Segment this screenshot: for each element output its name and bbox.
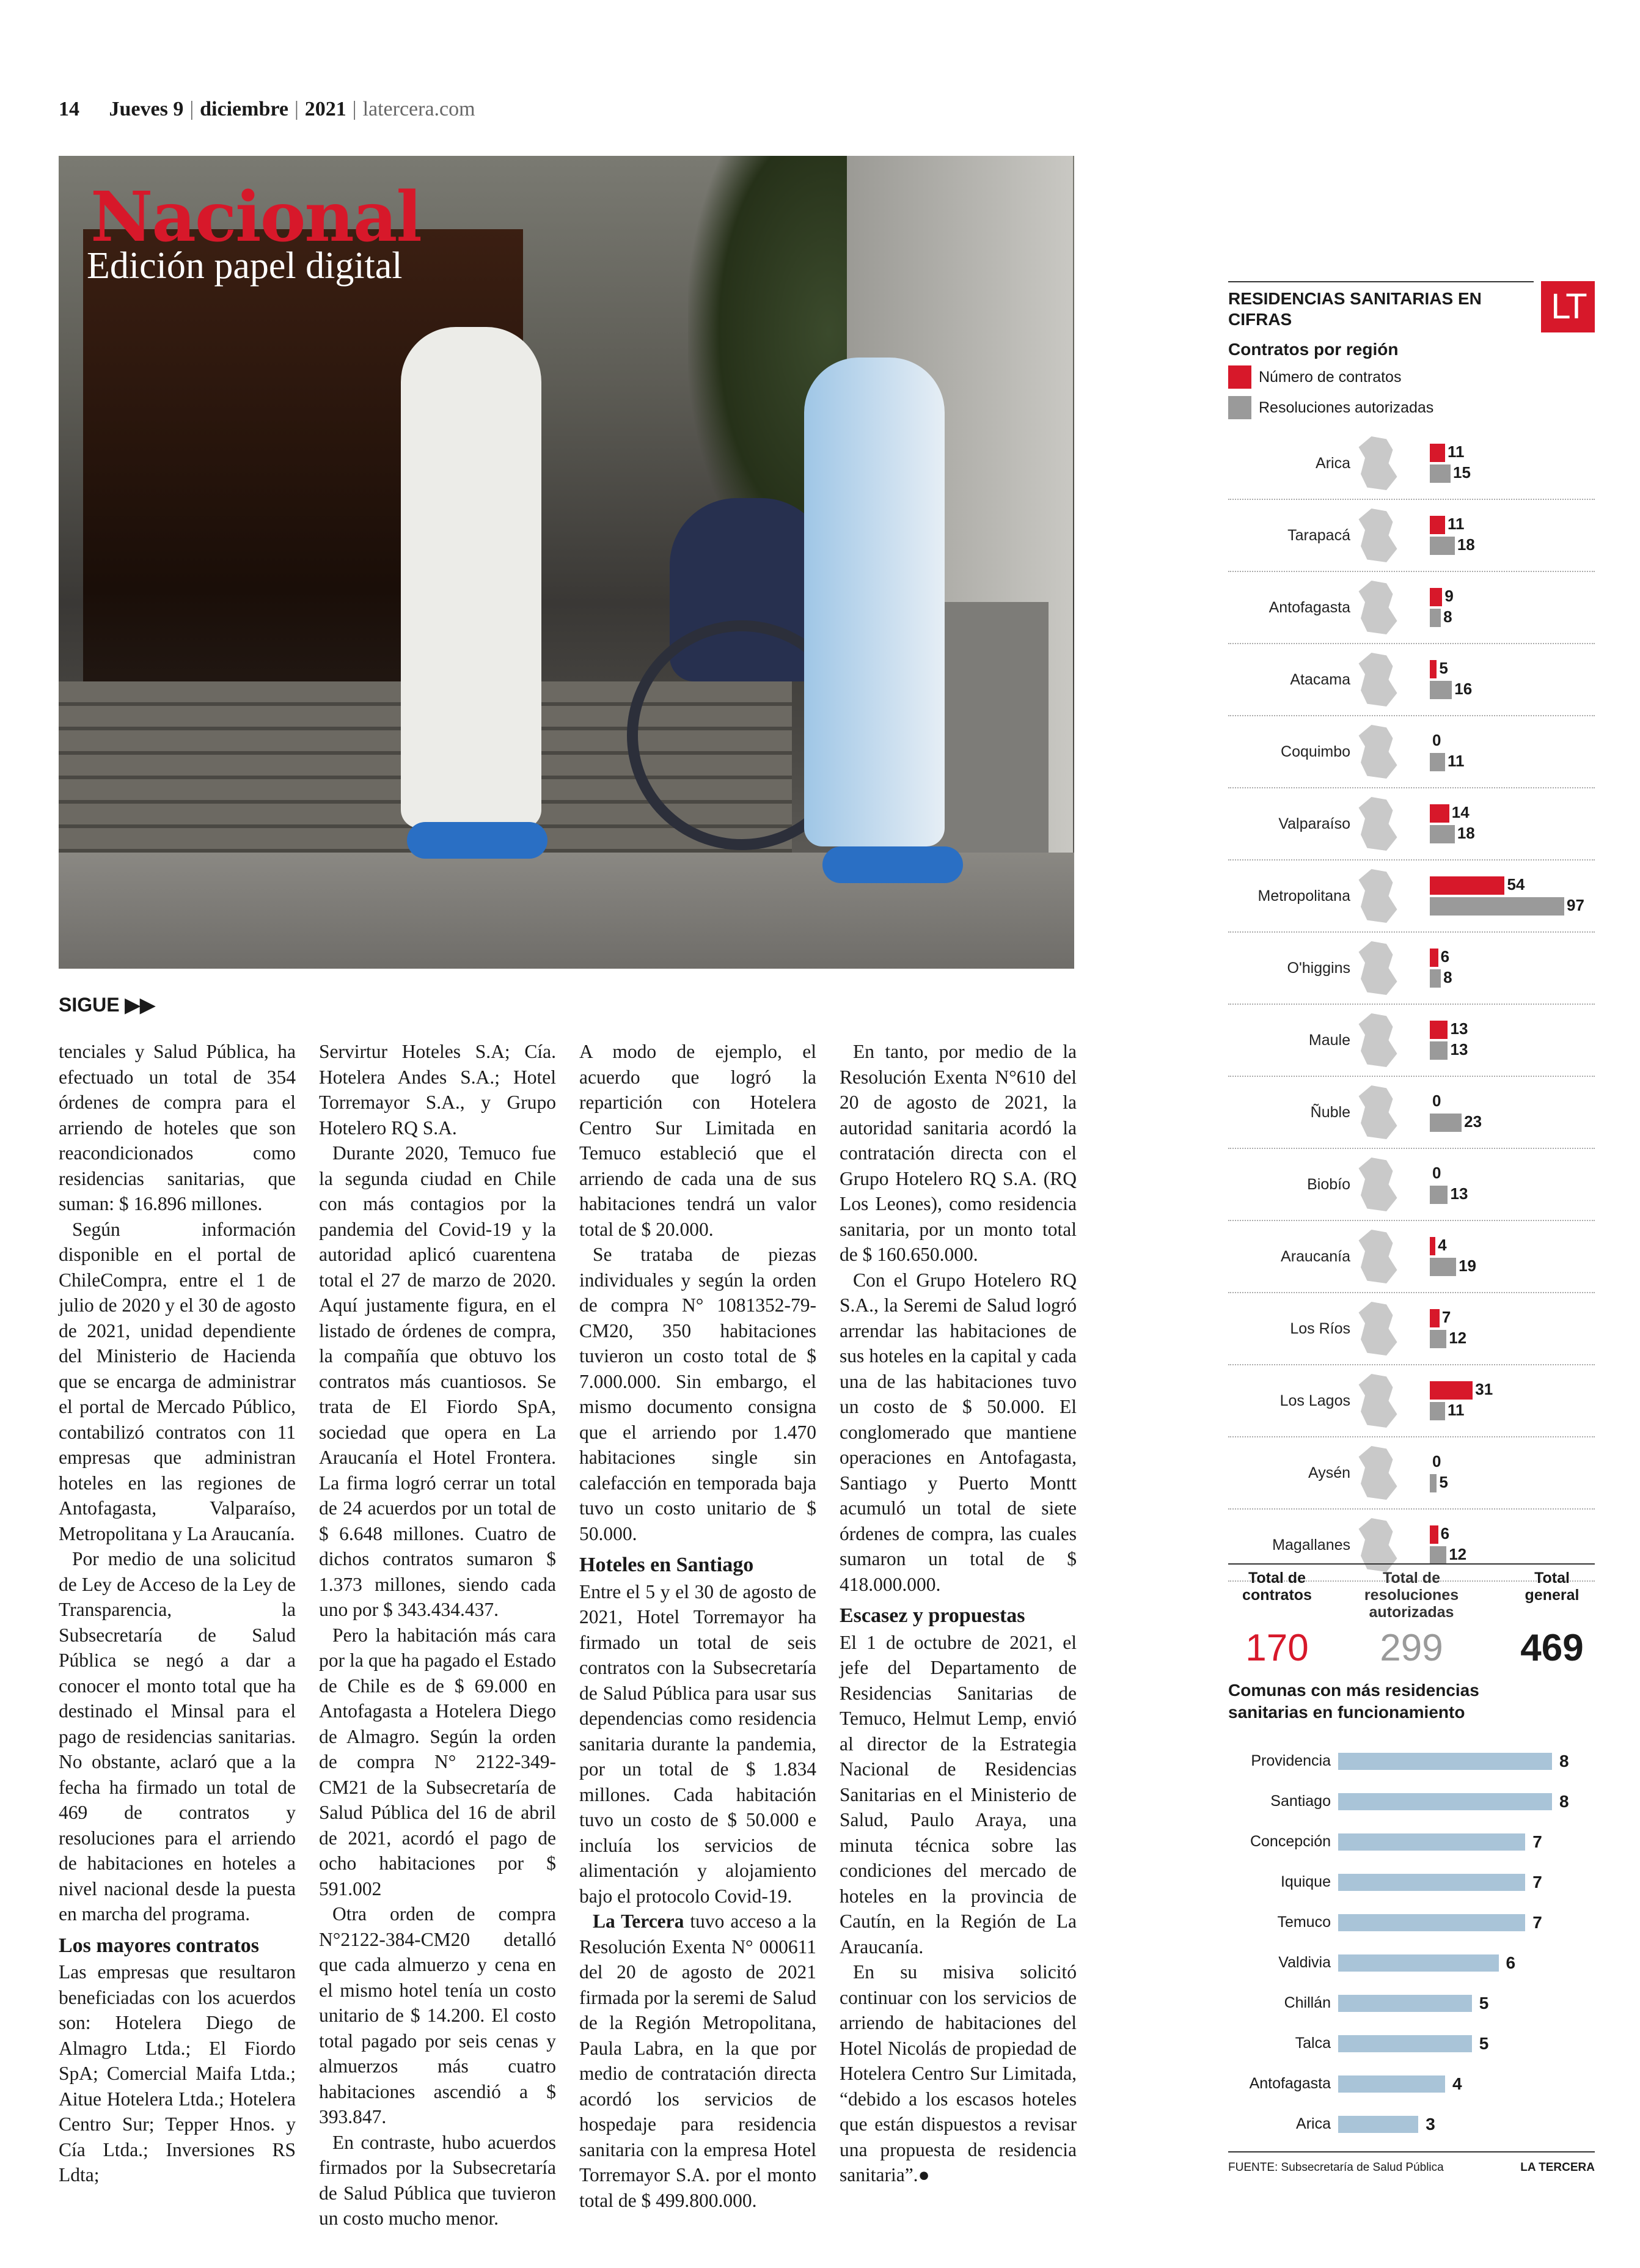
paragraph: Las empresas que resultaron beneficiadas con los acuerdos son: Hotelera Diego de Almagro Ltda.; El Fiordo SpA; Comercial Maifa Ltda.; Aitue Hotelera Ltda.; Hotelera Centro Sur; Tepper Hnos. y Cía Ltda.; Inversiones RS Ldta; [59,1961,296,2185]
region-label: Maule [1308,1032,1350,1049]
paragraph: tenciales y Salud Pública, ha efectuado un total de 354 órdenes de compra para el arriendo de hoteles que son reacondicionados como residencias sanitarias, que suman: $ 16.896 millones. [59,1041,296,1214]
comuna-label: Santiago [1270,1793,1331,1810]
contratos-value: 14 [1451,803,1470,821]
region-map-icon [1356,797,1399,851]
total-label: Total general [1525,1569,1580,1604]
region-label: Biobío [1307,1176,1350,1193]
contratos-bar [1430,588,1442,606]
resoluciones-bar [1430,537,1455,555]
region-row [1228,644,1595,716]
page-header: 14 Jueves 9 | diciembre | 2021 | latercera.com [59,98,475,120]
subheading: Escasez y propuestas [840,1604,1025,1627]
paragraph: Según información disponible en el portal de ChileCompra, entre el 1 de julio de 2020 y el 30 de agosto de 2021, unidad dependiente del Ministerio de Hacienda que se encarga de administrar el portal de Mercado Público, contabilizó contratos con 11 empresas que administran hoteles en las regiones de Antofagasta, Valparaíso, Metropolitana y La Araucanía. [59,1218,296,1544]
contratos-bar [1430,444,1445,462]
comuna-value: 7 [1532,1832,1542,1851]
subheading: Los mayores contratos [59,1934,259,1957]
resoluciones-bar [1430,969,1441,988]
resoluciones-value: 23 [1464,1112,1482,1131]
resoluciones-bar [1430,464,1451,483]
comuna-label: Arica [1296,2115,1331,2132]
comuna-bar [1338,1793,1552,1810]
contratos-bar [1430,1525,1438,1544]
comunas-title: Comunas con más residencias sanitarias en funcionamiento [1228,1681,1479,1722]
region-row [1228,1365,1595,1437]
legend-gray-swatch [1228,396,1251,419]
resoluciones-bar [1430,753,1445,771]
contratos-value: 6 [1440,947,1450,966]
region-row [1228,716,1595,788]
region-map-icon [1356,508,1399,562]
article-column-1 [59,1039,296,2188]
comuna-row [1228,2111,1595,2151]
region-map-icon [1356,1446,1399,1500]
page-number: 14 [59,98,79,120]
contratos-bar [1430,1021,1448,1039]
region-label: Coquimbo [1281,743,1350,760]
comuna-row [1228,1829,1595,1869]
date-month: diciembre [200,98,288,120]
region-label: Tarapacá [1287,527,1350,544]
contratos-value: 54 [1507,875,1525,894]
paragraph: En contraste, hubo acuerdos firmados por la Subsecretaría de Salud Pública que tuvieron un costo mucho menor. [319,2131,556,2229]
region-label: Antofagasta [1268,599,1350,616]
comuna-label: Providencia [1251,1752,1331,1769]
contratos-value: 5 [1439,659,1448,677]
contratos-bar [1430,1381,1473,1400]
total-resoluciones [1356,1565,1466,1676]
region-label: Los Ríos [1290,1320,1350,1337]
resoluciones-bar [1430,1402,1445,1420]
region-map-icon [1356,1302,1399,1356]
comuna-value: 5 [1479,1994,1489,2013]
contratos-value: 13 [1450,1019,1468,1038]
comuna-row [1228,1788,1595,1829]
total-general [1509,1565,1595,1676]
region-label: Metropolitana [1257,887,1350,905]
region-label: Aysén [1308,1464,1350,1481]
resoluciones-value: 12 [1449,1545,1467,1563]
paragraph: El 1 de octubre de 2021, el jefe del Departamento de Residencias Sanitarias de Temuco, Helmut Lemp, envió al director de la Estrategia Nacional de Residencias Sanitarias en el Ministerio de Salud, Paulo Araya, una minuta técnica sobre las condiciones del mercado de hoteles en la provincia de Cautín, en la Región de La Araucanía. [840,1631,1077,1958]
paragraph: A modo de ejemplo, el acuerdo que logró la repartición con Hotelera Centro Sur Limitada en Temuco estableció que el arriendo de cada una de sus habitaciones tendrá un valor total de $ 20.000. [579,1041,816,1240]
comuna-bar [1338,1954,1499,1972]
comuna-value: 8 [1559,1792,1569,1811]
comuna-bar [1338,1833,1525,1851]
comuna-row [1228,1950,1595,1990]
resoluciones-value: 11 [1447,752,1465,770]
region-map-icon [1356,653,1399,706]
region-map-icon [1356,436,1399,490]
contratos-value: 9 [1444,587,1454,605]
paragraph: Otra orden de compra N°2122-384-CM20 detalló que cada almuerzo y cena en el mismo hotel tenía un costo unitario de $ 14.200. El costo total pagado por seis cenas y almuerzos más cuatro habitaciones ascendió a $ 393.847. [319,1903,556,2127]
comuna-label: Concepción [1250,1833,1331,1850]
paragraph-text: tuvo acceso a la Resolución Exenta N° 000611 del 20 de agosto de 2021 firmada por la seremi de Salud de la Región Metropolitana, Paula Labra, en la que por medio de contratación directa acordó los servicios de hospedaje para residencia sanitaria con la empresa Hotel Torremayor S.A. por el monto total de $ 499.800.000. [579,1910,816,2211]
resoluciones-bar [1430,1258,1456,1276]
source-line [1228,2151,1595,2174]
comuna-value: 4 [1452,2074,1462,2093]
chart-subtitle: Contratos por región [1228,340,1399,359]
comuna-label: Valdivia [1278,1954,1331,1971]
contratos-value: 0 [1432,1164,1441,1182]
comuna-row [1228,1990,1595,2030]
contratos-value: 31 [1475,1380,1493,1398]
total-value: 469 [1520,1627,1584,1669]
region-row [1228,933,1595,1005]
comuna-value: 7 [1532,1913,1542,1932]
region-row [1228,1437,1595,1510]
contratos-value: 0 [1432,1092,1441,1110]
resoluciones-value: 13 [1450,1040,1468,1059]
date-year: 2021 [304,98,346,120]
paragraph: Servirtur Hoteles S.A; Cía. Hotelera Andes S.A.; Hotel Torremayor S.A., y Grupo Hotelero RQ S.A. [319,1041,556,1139]
paragraph: En su misiva solicitó continuar con los servicios de arriendo de habitaciones del Hotel Nicolás de propiedad de Hotelera Centro Sur Limitada, “debido a los escasos hoteles que están dispuestos a revisar una propuesta de residencia sanitaria”.● [840,1961,1077,2185]
comuna-label: Antofagasta [1249,2075,1331,2092]
section-title: Nacional [90,177,421,257]
comunas-chart [1228,1748,1595,2151]
comuna-value: 8 [1559,1752,1569,1771]
resoluciones-value: 8 [1443,607,1452,626]
brand-text: LA TERCERA [1520,2161,1595,2174]
article-column-4 [840,1039,1077,2188]
article-column-3 [579,1039,816,2213]
comuna-row [1228,1748,1595,1788]
comuna-label: Talca [1295,2035,1331,2052]
resoluciones-bar [1430,1474,1437,1492]
paragraph-lead: La Tercera [593,1910,684,1932]
comuna-value: 5 [1479,2034,1489,2053]
infographic-title: RESIDENCIAS SANITARIAS EN CIFRAS [1228,281,1534,330]
region-row [1228,1221,1595,1293]
contratos-value: 4 [1438,1236,1447,1254]
total-value: 299 [1380,1627,1443,1669]
legend-red-swatch [1228,365,1251,389]
region-map-icon [1356,1230,1399,1283]
totals-row [1228,1563,1595,1681]
region-map-icon [1356,1374,1399,1428]
contratos-value: 6 [1440,1524,1450,1543]
regions-chart [1228,428,1595,1582]
resoluciones-value: 19 [1459,1257,1476,1275]
region-row [1228,1077,1595,1149]
region-row [1228,788,1595,861]
paragraph: Se trataba de piezas individuales y según la orden de compra N° 1081352-79-CM20, 350 habitaciones tuvieron un costo total de $ 7.000.000. Sin embargo, el mismo documento consigna que el arriendo por 1.470 habitaciones single sin calefacción en temporada baja tuvo un costo unitario de $ 50.000. [579,1244,816,1544]
subheading: Hoteles en Santiago [579,1554,754,1576]
paragraph: En tanto, por medio de la Resolución Exenta N°610 del 20 de agosto de 2021, la autoridad sanitaria acordó la contratación directa con el Grupo Hotelero RQ S.A. (RQ Los Leones), como residencia sanitaria, por un monto total de $ 160.650.000. [840,1041,1077,1265]
resoluciones-bar [1430,1546,1446,1565]
region-label: Arica [1316,455,1350,472]
lt-logo: LT [1541,281,1595,332]
region-row [1228,428,1595,500]
contratos-value: 7 [1441,1308,1451,1326]
region-label: Ñuble [1310,1104,1350,1121]
contratos-bar [1430,660,1437,678]
resoluciones-value: 11 [1447,1401,1465,1419]
region-row [1228,1149,1595,1221]
resoluciones-bar [1430,825,1455,843]
comuna-value: 6 [1506,1953,1516,1972]
paragraph: Con el Grupo Hotelero RQ S.A., la Seremi de Salud logró arrendar las habitaciones de sus hoteles en la capital y cada una de las habitaciones tuvo un costo de $ 50.000. El conglomerado que mantiene operaciones en Antofagasta, Santiago y Puerto Montt acumuló un total de siete órdenes de compra, las cuales sumaron un total de $ 418.000.000. [840,1269,1077,1595]
contratos-bar [1430,1309,1440,1327]
total-label: Total de contratos [1242,1569,1312,1604]
total-label: Total de resoluciones autorizadas [1364,1569,1459,1621]
comuna-bar [1338,2035,1472,2052]
comuna-bar [1338,2116,1418,2133]
region-label: Valparaíso [1278,815,1350,832]
comuna-value: 3 [1426,2115,1435,2134]
comuna-label: Iquique [1280,1873,1331,1890]
legend-label: Resoluciones autorizadas [1259,398,1434,416]
legend-label: Número de contratos [1259,368,1402,386]
comuna-row [1228,2030,1595,2071]
comuna-bar [1338,2075,1445,2093]
region-map-icon [1356,581,1399,634]
region-map-icon [1356,1158,1399,1211]
continues-marker: SIGUE ▶▶ [59,994,155,1016]
resoluciones-bar [1430,1114,1462,1132]
comuna-label: Chillán [1284,1994,1331,2011]
region-map-icon [1356,941,1399,995]
comuna-row [1228,2071,1595,2111]
contratos-value: 0 [1432,1452,1441,1470]
contratos-value: 0 [1432,731,1441,749]
comuna-bar [1338,1874,1525,1891]
paragraph [579,1909,816,2213]
contratos-bar [1430,1237,1435,1255]
region-row [1228,500,1595,572]
contratos-bar [1430,516,1445,534]
paragraph: Pero la habitación más cara por la que ha pagado el Estado de Chile es de $ 69.000 en Antofagasta a Hotelera Diego de Almagro. Según la orden de compra N° 2122-349-CM21 de la Subsecretaría de Salud Pública del 16 de abril de 2021, acordó el pago de ocho habitaciones por $ 591.002 [319,1624,556,1899]
resoluciones-bar [1430,1186,1448,1204]
source-text: FUENTE: Subsecretaría de Salud Pública [1228,2161,1444,2174]
paragraph: Por medio de una solicitud de Ley de Acceso de la Ley de Transparencia, la Subsecretaría de Salud Pública se negó a dar a conocer el monto total que ha destinado el Minsal para el pago de residencias sanitarias. No obstante, aclaró que a la fecha ha firmado un total de 469 de contratos y resoluciones para el arriendo de habitaciones en hoteles a nivel nacional desde la puesta en marcha del programa. [59,1548,296,1925]
resoluciones-value: 18 [1457,535,1475,554]
region-label: Araucanía [1281,1248,1350,1265]
contratos-value: 11 [1447,442,1465,461]
region-label: Magallanes [1272,1536,1350,1554]
resoluciones-value: 13 [1450,1184,1468,1203]
resoluciones-value: 12 [1449,1329,1467,1347]
total-contratos [1228,1565,1326,1676]
resoluciones-value: 18 [1457,824,1475,842]
resoluciones-bar [1430,609,1441,627]
contratos-bar [1430,876,1504,895]
region-map-icon [1356,869,1399,923]
resoluciones-value: 8 [1443,968,1452,986]
region-row [1228,1293,1595,1365]
resoluciones-value: 97 [1567,896,1584,914]
region-map-icon [1356,1013,1399,1067]
resoluciones-value: 5 [1439,1473,1448,1491]
site-link[interactable]: latercera.com [362,98,475,120]
article-column-2 [319,1039,556,2231]
comuna-bar [1338,1753,1552,1770]
region-label: Atacama [1290,671,1350,688]
contratos-value: 11 [1447,515,1465,533]
resoluciones-bar [1430,681,1452,699]
total-value: 170 [1245,1627,1309,1669]
legend-contratos [1228,365,1401,389]
comuna-label: Temuco [1277,1914,1331,1931]
region-row [1228,1005,1595,1077]
resoluciones-value: 16 [1454,680,1473,698]
paragraph: Entre el 5 y el 30 de agosto de 2021, Hotel Torremayor ha firmado un total de seis contratos con la Subsecretaría de Salud Pública para usar sus dependencias como residencia sanitaria durante la pandemia, por un total de $ 1.834 millones. Cada habitación tuvo un costo de $ 50.000 e incluía los servicios de alimentación y alojamiento bajo el protocolo Covid-19. [579,1580,816,1907]
contratos-bar [1430,804,1449,823]
region-label: Los Lagos [1279,1392,1350,1409]
region-row [1228,861,1595,933]
region-label: O'higgins [1287,960,1350,977]
region-map-icon [1356,1085,1399,1139]
contratos-bar [1430,949,1438,967]
resoluciones-value: 15 [1453,463,1471,482]
legend-resoluciones [1228,396,1433,419]
comuna-bar [1338,1995,1472,2012]
resoluciones-bar [1430,897,1564,916]
resoluciones-bar [1430,1041,1448,1060]
comuna-row [1228,1869,1595,1909]
comuna-value: 7 [1532,1873,1542,1892]
region-row [1228,572,1595,644]
comuna-bar [1338,1914,1525,1931]
region-map-icon [1356,725,1399,779]
section-subtitle: Edición papel digital [87,245,403,287]
date-day: Jueves 9 [109,98,184,120]
comuna-row [1228,1909,1595,1950]
resoluciones-bar [1430,1330,1446,1348]
paragraph: Durante 2020, Temuco fue la segunda ciudad en Chile con más contagios por la pandemia del Covid-19 y la autoridad aplicó cuarentena total el 27 de marzo de 2020. Aquí justamente figura, en el listado de órdenes de compra, la compañía que obtuvo los contratos más cuantiosos. Se trata de El Fiordo SpA, sociedad que opera en La Araucanía el Hotel Frontera. La firma logró cerrar un total de 24 acuerdos por un total de $ 6.648 millones. Cuatro de dichos contratos sumaron $ 1.373 millones, siendo cada uno por $ 343.434.437. [319,1142,556,1620]
